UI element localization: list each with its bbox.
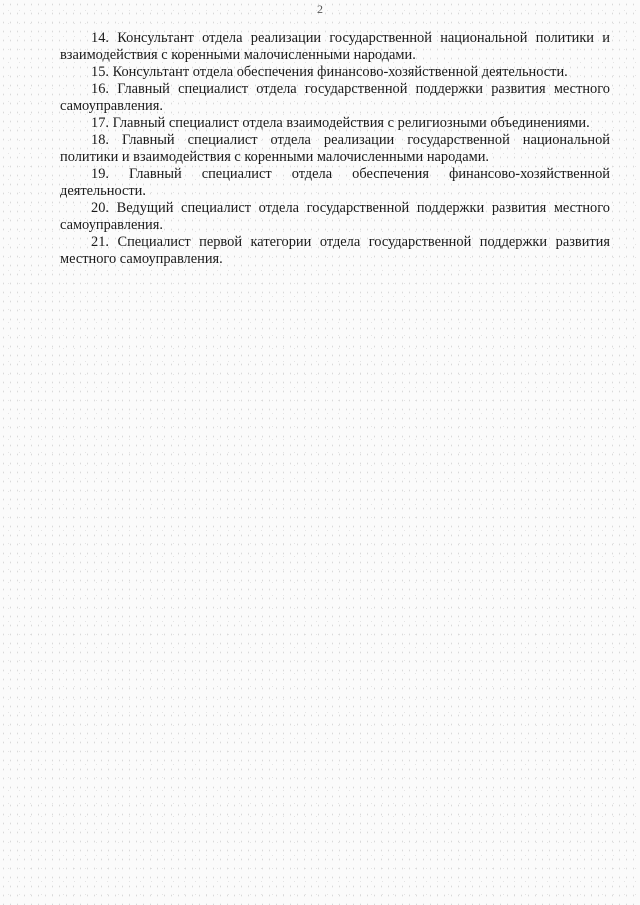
list-item: 16. Главный специалист отдела государственной поддержки развития местного самоуправления.	[60, 81, 610, 114]
list-item: 15. Консультант отдела обеспечения финансово-хозяйственной деятельности.	[91, 64, 568, 80]
list-item: 19. Главный специалист отдела обеспечения финансово-хозяйственной деятельности.	[60, 166, 610, 199]
positions-list	[60, 30, 610, 268]
page-number: 2	[317, 2, 323, 16]
list-item: 21. Специалист первой категории отдела государственной поддержки развития местного самоуправления.	[60, 234, 610, 267]
list-item: 20. Ведущий специалист отдела государственной поддержки развития местного самоуправления.	[60, 200, 610, 233]
list-item: 14. Консультант отдела реализации государственной национальной политики и взаимодействия с коренными малочисленными народами.	[60, 30, 610, 63]
list-item: 17. Главный специалист отдела взаимодействия с религиозными объединениями.	[91, 115, 590, 131]
list-item: 18. Главный специалист отдела реализации государственной национальной политики и взаимодействия с коренными малочисленными народами.	[60, 132, 610, 165]
